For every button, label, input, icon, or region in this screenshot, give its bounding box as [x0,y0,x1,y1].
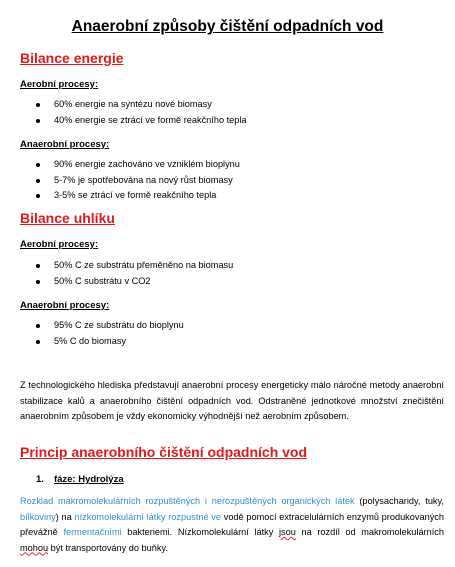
heading-energy-balance: Bilance energie [20,50,124,66]
bullet-icon [36,163,40,167]
list-item: 60% energie na syntézu nové biomasy [0,97,247,113]
heading-carbon-balance: Bilance uhlíku [20,210,115,226]
list-item: 95% C ze substrátu do bioplynu [0,318,184,334]
list-item: 5-7% je spotřebována na nový růst biomasy [0,173,240,189]
bullet-icon [36,280,40,284]
list-aerobic-carbon [0,258,233,289]
list-item: 90% energie zachováno ve vzniklém bioplynu [0,157,240,173]
document-title: Anaerobní způsoby čištění odpadních vod [71,18,384,35]
list-aerobic-energy [0,97,247,128]
subheading-anaerobic-energy: Anaerobní procesy: [20,139,110,150]
step-number: 1. [36,474,44,485]
bullet-icon [36,264,40,268]
bullet-icon [36,119,40,123]
list-item: 3-5% se ztrácí ve formě reakčního tepla [0,188,240,204]
intro-paragraph: Z technologického hlediska představují anaerobní procesy energeticky málo náročné metody anaerobní stabilizace kalů a anaerobního čištění odpadních vod. Odstraněné jednotkové množství znečištění anaerobním způsobem je vždy ekonomicky výhodnější než aerobním způsobem. [20,380,444,421]
list-item: 40% energie se ztrácí ve formě reakčního tepla [0,113,247,129]
subheading-aerobic-energy: Aerobní procesy: [20,79,99,90]
hydrolysis-paragraph: Rozklad makromolekulárních rozpuštěných i nerozpuštěných organických látek (polysacharidy, tuky, bílkoviny) na nízkomolekulární látky rozpustné ve vodě pomocí extracelulárních enzymů produkovaných převážně fermentačními bakteriemi. Nízkomolekulární látky jsou na rozdíl od makromolekulárních mohou být transportovány do buňky. [20,496,444,553]
list-anaerobic-carbon [0,318,184,349]
subheading-anaerobic-carbon: Anaerobní procesy: [20,300,110,311]
list-anaerobic-energy [0,157,240,204]
list-item: 50% C substrátu v CO2 [0,274,233,290]
bullet-icon [36,179,40,183]
heading-principle: Princip anaerobního čištění odpadních vod [20,444,308,460]
list-item: 50% C ze substrátu přeměněno na biomasu [0,258,233,274]
bullet-icon [36,340,40,344]
step-hydrolysis [36,474,124,485]
bullet-icon [36,194,40,198]
bullet-icon [36,103,40,107]
bullet-icon [36,324,40,328]
step-label: fáze: Hydrolýza [53,474,124,485]
list-item: 5% C do biomasy [0,334,184,350]
subheading-aerobic-carbon: Aerobní procesy: [20,239,99,250]
